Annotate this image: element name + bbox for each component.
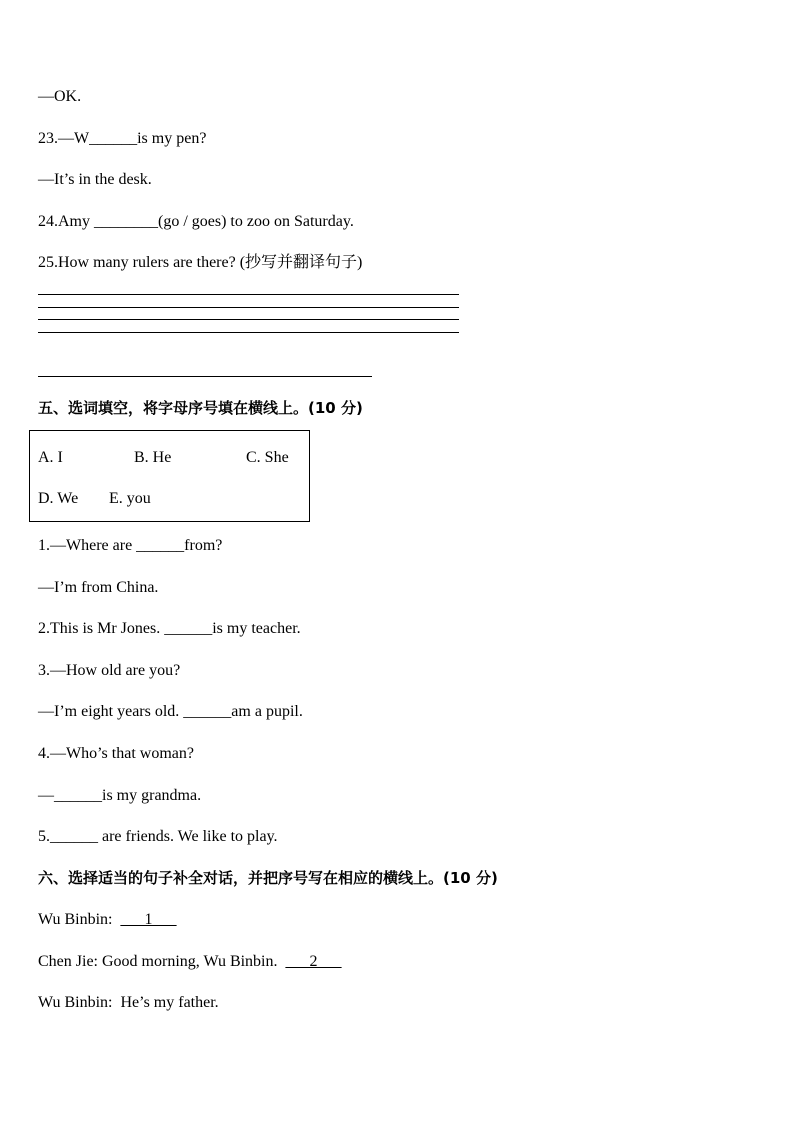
dialog-line-ok: —OK. [38, 88, 82, 105]
question-23: 23.—W______is my pen? [38, 130, 207, 147]
writing-line-3 [38, 319, 459, 320]
dialog-line-1 [38, 910, 176, 930]
section-6-heading: 六、选择适当的句子补全对话，并把序号写在相应的横线上。(10 分) [38, 869, 498, 887]
option-c: C. She [246, 449, 289, 466]
option-b: B. He [134, 449, 172, 466]
s5-question-5: 5.______ are friends. We like to play. [38, 828, 278, 845]
question-23-answer: —It’s in the desk. [38, 171, 152, 188]
s5-question-4-answer: —______is my grandma. [38, 787, 202, 804]
dialog-line-1-speaker: Wu Binbin: [38, 911, 121, 928]
dialog-blank-2: ___2___ [285, 953, 342, 970]
s5-question-1-answer: —I’m from China. [38, 579, 159, 596]
s5-question-4: 4.—Who’s that woman? [38, 745, 194, 762]
section-5-heading: 五、选词填空，将字母序号填在横线上。(10 分) [38, 399, 363, 417]
option-d: D. We [38, 490, 79, 507]
writing-line-5 [38, 376, 372, 377]
option-a: A. I [38, 449, 63, 466]
writing-line-4 [38, 332, 459, 333]
s5-question-3-answer: —I’m eight years old. ______am a pupil. [38, 703, 303, 720]
question-24: 24.Amy ________(go / goes) to zoo on Saturday. [38, 213, 354, 230]
question-25: 25.How many rulers are there? (抄写并翻译句子) [38, 254, 363, 271]
dialog-blank-1: ___1___ [120, 911, 177, 928]
s5-question-3: 3.—How old are you? [38, 662, 181, 679]
s5-question-1: 1.—Where are ______from? [38, 537, 223, 554]
dialog-line-2 [38, 952, 342, 972]
writing-line-2 [38, 307, 459, 308]
option-e: E. you [109, 490, 151, 507]
writing-line-1 [38, 294, 459, 295]
dialog-line-3: Wu Binbin: He’s my father. [38, 994, 219, 1011]
s5-question-2: 2.This is Mr Jones. ______is my teacher. [38, 620, 301, 637]
word-options-box [29, 430, 310, 522]
dialog-line-2-speaker: Chen Jie: Good morning, Wu Binbin. [38, 953, 286, 970]
